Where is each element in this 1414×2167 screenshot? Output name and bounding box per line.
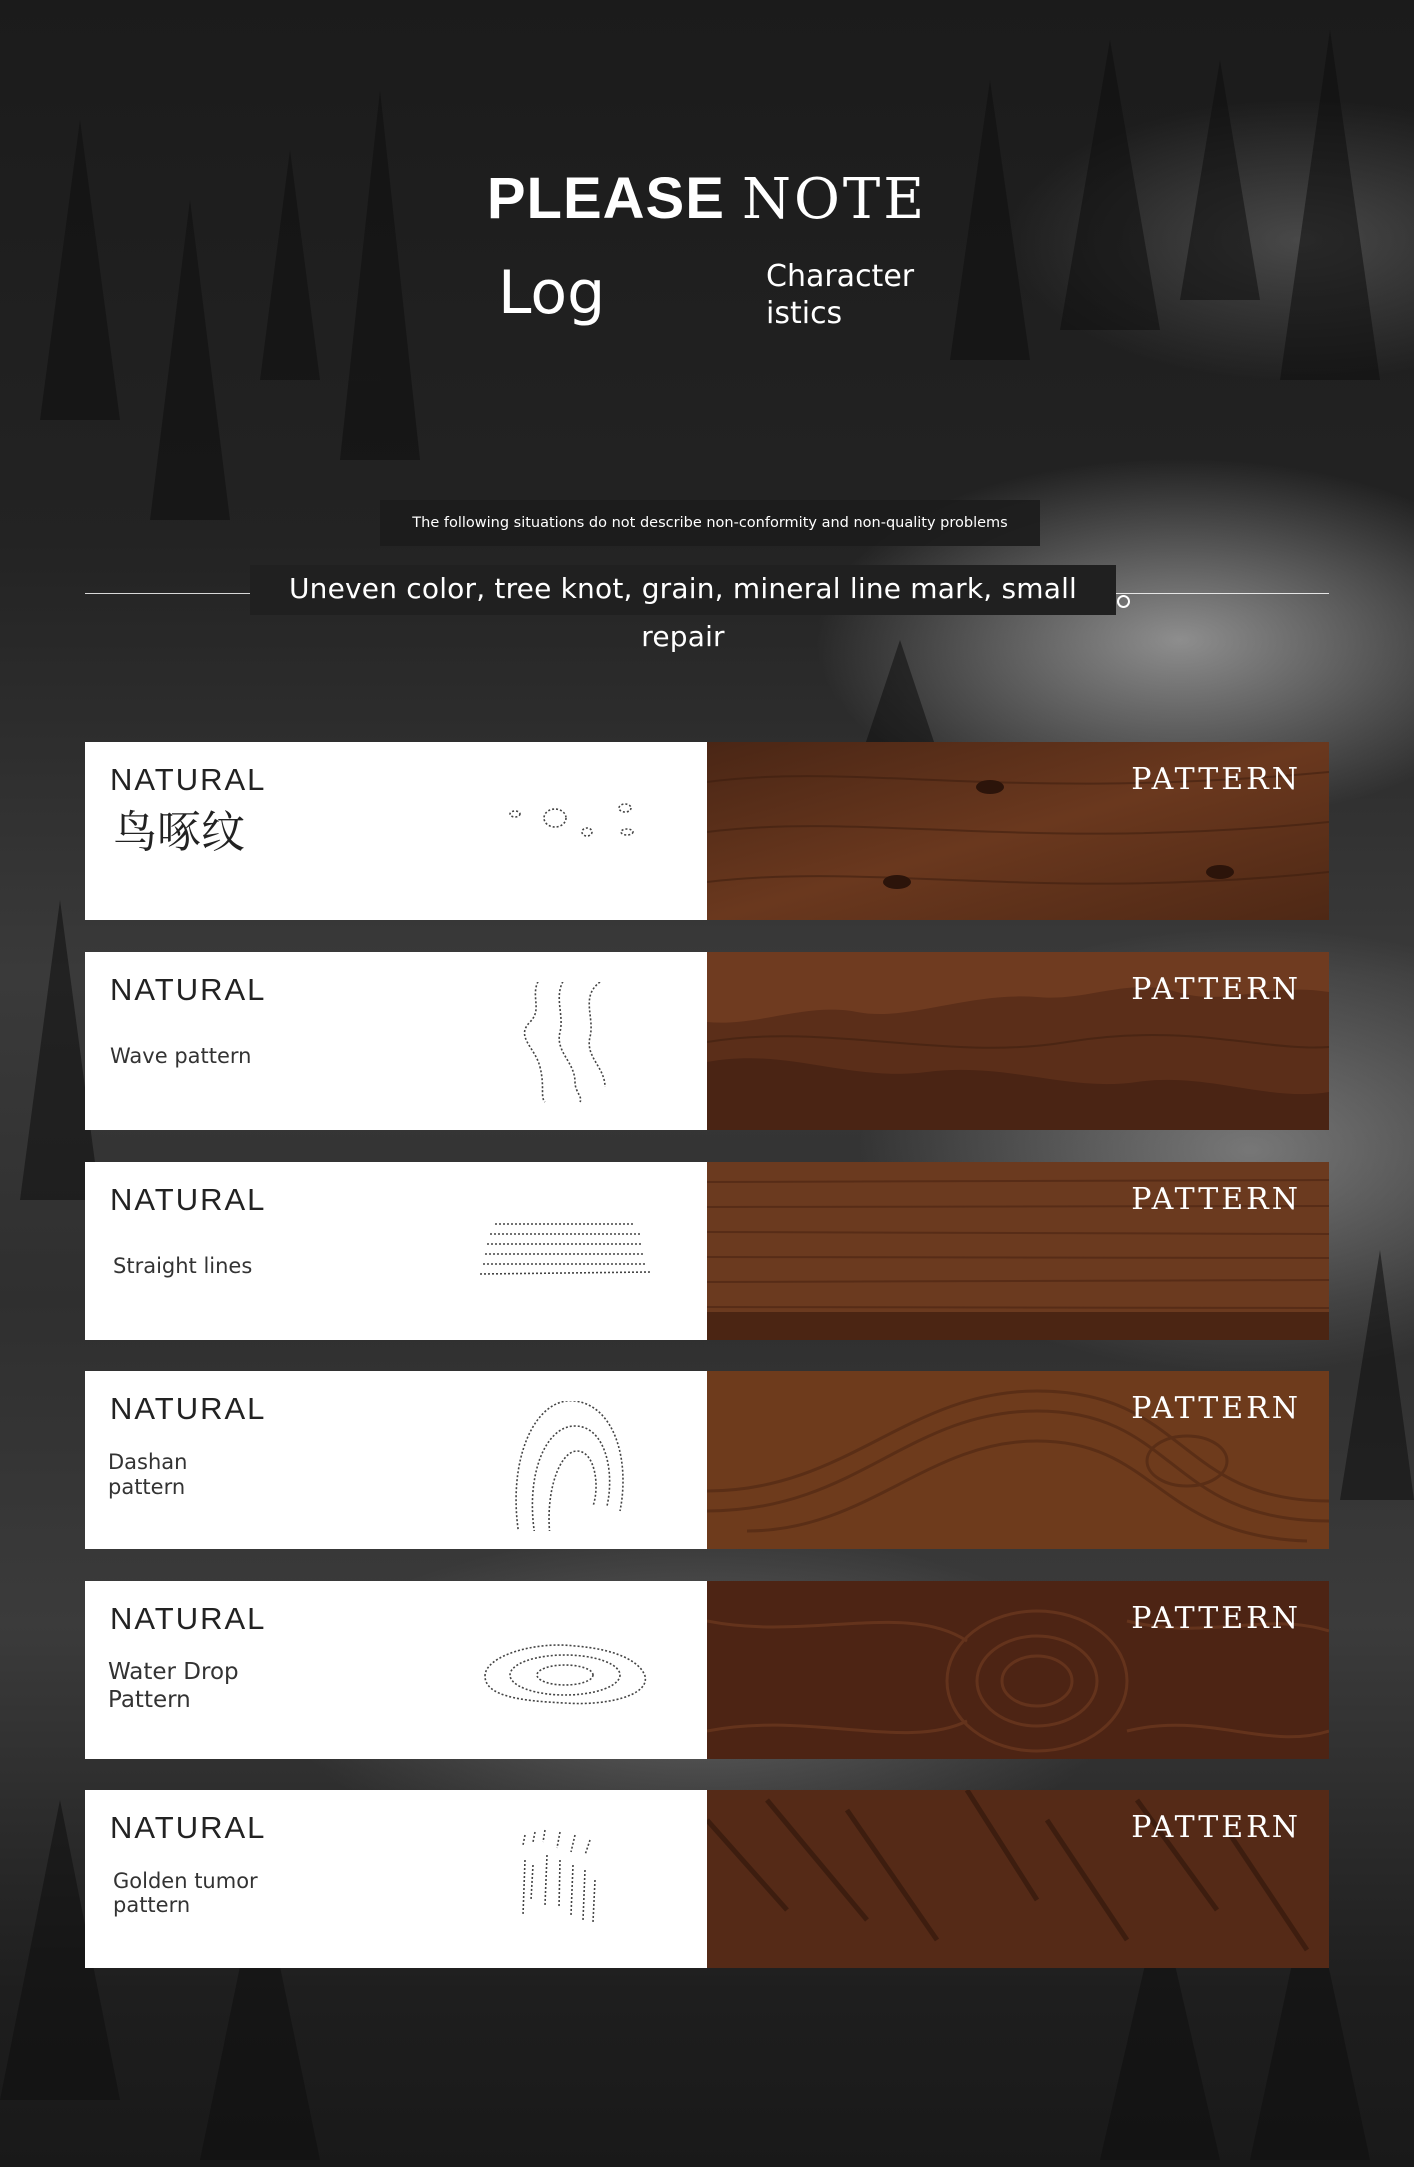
wood-sample [707, 1790, 1329, 1968]
pattern-name-line1: Dashan [108, 1450, 188, 1474]
pattern-name-line2: Pattern [108, 1687, 191, 1713]
natural-label: NATURAL [110, 1182, 267, 1217]
pattern-name-line1: Golden tumor [113, 1869, 258, 1893]
wood-sample [707, 1371, 1329, 1549]
wood-sample [707, 952, 1329, 1130]
pattern-label: PATTERN [1131, 1810, 1301, 1845]
notice-bar: The following situations do not describe non-conformity and non-quality problems [380, 500, 1040, 546]
highlight-bar: Uneven color, tree knot, grain, mineral line mark, small repair [250, 565, 1116, 615]
circle-icon [1117, 595, 1130, 608]
pattern-card [85, 1162, 1329, 1340]
card-left-panel [85, 742, 707, 920]
wood-sample [707, 1162, 1329, 1340]
pattern-card [85, 742, 1329, 920]
pattern-label: PATTERN [1131, 1391, 1301, 1426]
pattern-card [85, 1371, 1329, 1549]
wood-sample [707, 742, 1329, 920]
card-left-panel [85, 1581, 707, 1759]
pattern-name: 鸟啄纹 [113, 807, 245, 858]
divider-left [85, 593, 253, 594]
natural-label: NATURAL [110, 1391, 267, 1426]
pattern-card [85, 1790, 1329, 1968]
natural-label: NATURAL [110, 1601, 267, 1636]
bird-peck-sketch-icon [465, 772, 665, 902]
subtitle-log: Log [498, 258, 606, 328]
pattern-name-line2: pattern [108, 1475, 186, 1499]
card-left-panel [85, 1371, 707, 1549]
natural-label: NATURAL [110, 1810, 267, 1845]
title-bold: PLEASE [486, 166, 725, 231]
natural-label: NATURAL [110, 762, 267, 797]
pattern-label: PATTERN [1131, 1182, 1301, 1217]
card-left-panel [85, 1162, 707, 1340]
page-title [0, 165, 1414, 232]
pattern-card [85, 1581, 1329, 1759]
subtitle-characteristics: Characteristics [766, 259, 915, 331]
pattern-name: Wave pattern [110, 1044, 252, 1068]
card-left-panel [85, 952, 707, 1130]
pattern-name-line2: pattern [113, 1893, 191, 1917]
golden-tumor-sketch-icon [465, 1820, 665, 1950]
straight-lines-sketch-icon [465, 1192, 665, 1322]
pattern-label: PATTERN [1131, 972, 1301, 1007]
pattern-card [85, 952, 1329, 1130]
pattern-name-line1: Water Drop [108, 1659, 239, 1685]
wood-sample [707, 1581, 1329, 1759]
pattern-label: PATTERN [1131, 1601, 1301, 1636]
card-left-panel [85, 1790, 707, 1968]
water-drop-sketch-icon [465, 1611, 665, 1741]
mountain-sketch-icon [465, 1401, 665, 1531]
divider-right [1115, 593, 1329, 594]
title-thin: NOTE [742, 167, 928, 232]
pattern-label: PATTERN [1131, 762, 1301, 797]
wave-sketch-icon [465, 982, 665, 1112]
natural-label: NATURAL [110, 972, 267, 1007]
pattern-name: Straight lines [113, 1254, 253, 1278]
